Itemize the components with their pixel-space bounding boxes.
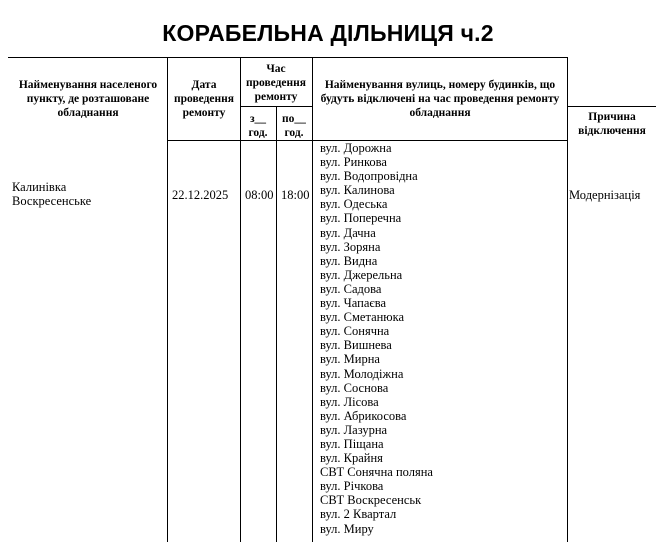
list-item: вул. 2 Квартал (320, 507, 397, 522)
streets-column-divider (312, 57, 313, 542)
table-top-border (8, 57, 567, 58)
list-item: вул. Сонячна (320, 324, 390, 339)
list-item: вул. Ринкова (320, 155, 387, 170)
list-item: вул. Миру (320, 521, 374, 536)
date-cell: 22.12.2025 (172, 188, 229, 202)
list-item: вул. Дачна (320, 225, 376, 240)
list-item: вул. Абрикосова (320, 408, 407, 423)
page-title: КОРАБЕЛЬНА ДІЛЬНИЦЯ ч.2 (162, 20, 494, 46)
list-item: вул. Піщана (320, 436, 384, 451)
list-item: вул. Садова (320, 281, 382, 296)
header-to: по__ год. (282, 113, 306, 139)
header-from: з__ год. (248, 113, 268, 139)
list-item: вул. Мирна (320, 352, 380, 367)
list-item: вул. Одеська (320, 197, 388, 212)
settlement-cell: Калинівка Воскресенське (12, 180, 92, 209)
time-from-cell: 08:00 (245, 188, 274, 202)
list-item: вул. Дорожна (320, 141, 392, 155)
header-time: Час проведення ремонту (245, 63, 307, 103)
date-column-divider (167, 57, 168, 542)
list-item: вул. Чапаєва (320, 296, 387, 311)
list-item: вул. Лісова (320, 394, 379, 409)
list-item: вул. Поперечна (320, 211, 402, 226)
list-item: вул. Калинова (320, 183, 395, 198)
time-column-divider (240, 57, 241, 542)
reason-header-rule (567, 106, 656, 107)
header-settlement: Найменування населеного пункту, де розташоване обладнання (18, 79, 158, 119)
time-to-cell: 18:00 (281, 188, 310, 202)
list-item: вул. Видна (320, 253, 378, 268)
list-item: вул. Водопровідна (320, 169, 418, 184)
from-to-divider (276, 106, 277, 542)
list-item: вул. Джерельна (320, 267, 403, 282)
list-item: вул. Соснова (320, 380, 389, 395)
list-item: СВТ Воскресенськ (320, 493, 422, 508)
list-item: вул. Річкова (320, 479, 384, 494)
list-item: вул. Зоряна (320, 239, 381, 254)
reason-column-divider (567, 57, 568, 542)
list-item: вул. Лазурна (320, 422, 388, 437)
list-item: вул. Молодіжна (320, 366, 404, 381)
street-list (320, 141, 433, 536)
reason-cell: Модернізація (569, 188, 641, 202)
list-item: вул. Сметанюка (320, 310, 405, 325)
header-date: Дата проведення ремонту (173, 79, 235, 119)
list-item: СВТ Сонячна поляна (320, 465, 433, 480)
list-item: вул. Крайня (320, 451, 383, 466)
list-item: вул. Вишнева (320, 338, 392, 353)
header-reason: Причина відключення (578, 111, 646, 137)
header-streets: Найменування вулиць, номеру будинків, що будуть відключені на час проведення ремонту обладнання (320, 79, 560, 119)
